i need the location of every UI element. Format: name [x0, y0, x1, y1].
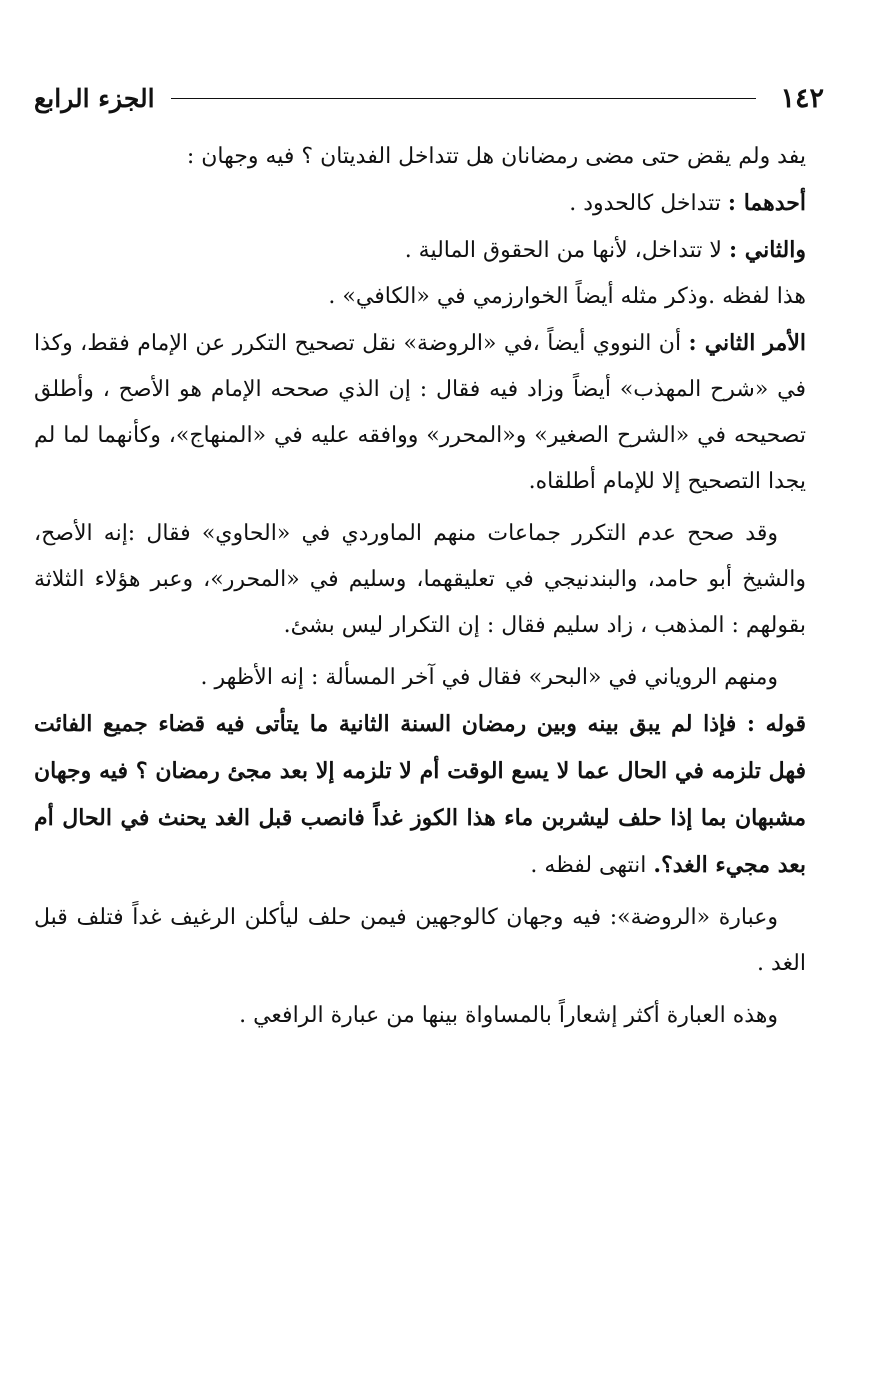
paragraph-6 — [34, 511, 806, 649]
paragraph-lead: والثاني : — [728, 237, 806, 263]
paragraph-7 — [34, 655, 806, 701]
paragraph-text: وهذه العبارة أكثر إشعاراً بالمساواة بينها من عبارة الرافعي . — [239, 1003, 778, 1028]
paragraph-10 — [34, 993, 806, 1039]
paragraph-text: أن النووي أيضاً ،في «الروضة» نقل تصحيح التكرر عن الإمام فقط، وكذا في «شرح المهذب» أيضاً وزاد فيه فقال : إن الذي صححه الإمام هو الأصح ، وأطلق تصحيحه في «الشرح الصغير» و«المحرر» ووافقه عليه في «المنهاج»، وكأنهما لما لم يجدا التصحيح إلا للإمام أطلقاه. — [34, 331, 806, 494]
paragraph-3 — [34, 227, 806, 274]
paragraph-text: تتداخل كالحدود . — [569, 191, 728, 216]
paragraph-text: وعبارة «الروضة»: فيه وجهان كالوجهين فيمن حلف ليأكلن الرغيف غداً فتلف قبل الغد . — [34, 905, 806, 976]
paragraph-text: يفد ولم يقض حتى مضى رمضانان هل تتداخل الفديتان ؟ فيه وجهان : — [186, 144, 806, 169]
paragraph-8 — [34, 701, 806, 889]
page-header — [34, 78, 824, 118]
paragraph-lead: أحدهما : — [727, 190, 806, 216]
header-divider — [171, 98, 757, 99]
paragraph-text: انتهى لفظه . — [530, 853, 654, 878]
page-body — [34, 134, 806, 1039]
paragraph-text: وقد صحح عدم التكرر جماعات منهم الماوردي في «الحاوي» فقال :إنه الأصح، والشيخ أبو حامد، والبندنيجي في تعليقهما، وسليم في «المحرر»، وعبر هؤلاء الثلاثة بقولهم : المذهب ، زاد سليم فقال : إن التكرار ليس بشئ. — [34, 521, 806, 638]
paragraph-lead: الأمر الثاني : — [688, 330, 806, 356]
paragraph-9 — [34, 895, 806, 987]
paragraph-1 — [34, 134, 806, 180]
quoted-bold-text: قوله : فإذا لم يبق بينه وبين رمضان السنة الثانية ما يتأتى فيه قضاء جميع الفائت فهل تلزمه في الحال عما لا يسع الوقت أم لا تلزمه إلا بعد مجئ رمضان ؟ فيه وجهان مشبهان بما إذا حلف ليشربن ماء هذا الكوز غداً فانصب قبل الغد يحنث في الحال أم بعد مجيء الغد؟. — [34, 711, 806, 878]
paragraph-4 — [34, 274, 806, 320]
paragraph-text: هذا لفظه .وذكر مثله أيضاً الخوارزمي في «الكافي» . — [328, 284, 806, 309]
paragraph-text: لا تتداخل، لأنها من الحقوق المالية . — [404, 238, 729, 263]
paragraph-2 — [34, 180, 806, 227]
running-title: الجزء الرابع — [34, 83, 155, 113]
paragraph-5 — [34, 320, 806, 505]
paragraph-text: ومنهم الروياني في «البحر» فقال في آخر المسألة : إنه الأظهر . — [200, 665, 778, 690]
page-number: ١٤٢ — [780, 82, 824, 114]
